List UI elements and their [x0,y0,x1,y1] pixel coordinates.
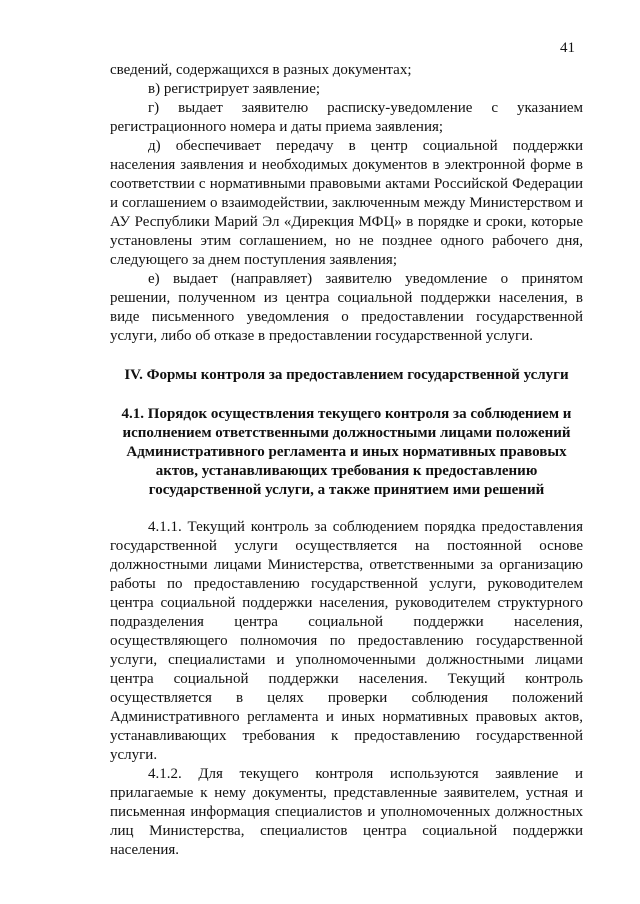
subsection-heading: 4.1. Порядок осуществления текущего контроля за соблюдением и исполнением ответственными должностными лицами положений Административного регламента и иных нормативных правовых актов, устанавливающих требования к предоставлению государственной услуги, а также принятием ими решений [121,406,572,498]
list-item-e: е) выдает (направляет) заявителю уведомление о принятом решении, полученном из центра социальной поддержки населения, в виде письменного уведомления о предоставлении государственной услуги, либо об отказе в предоставлении государственной услуги. [110,271,583,344]
list-item-g: г) выдает заявителю расписку-уведомление с указанием регистрационного номера и даты приема заявления; [110,100,583,135]
paragraph-4-1-2: 4.1.2. Для текущего контроля используются заявление и прилагаемые к нему документы, представленные заявителем, устная и письменная информация специалистов и уполномоченных должностных лиц Министерства, специалистов центра социальной поддержки населения. [110,766,583,858]
list-item-v: в) регистрирует заявление; [148,81,321,97]
section-heading: IV. Формы контроля за предоставлением государственной услуги [124,367,569,383]
list-item-d: д) обеспечивает передачу в центр социальной поддержки населения заявления и необходимых документов в электронной форме в соответствии с нормативными правовыми актами Российской Федерации и соглашением о взаимодействии, заключенным между Министерством и АУ Республики Марий Эл «Дирекция МФЦ» в порядке и сроки, которые установлены этим соглашением, но не позднее одного рабочего дня, следующего за днем поступления заявления; [110,138,583,268]
paragraph-continuation: сведений, содержащихся в разных документах; [110,62,412,78]
document-body [110,61,583,860]
page-number: 41 [560,40,575,56]
paragraph-4-1-1: 4.1.1. Текущий контроль за соблюдением порядка предоставления государственной услуги осуществляется на постоянной основе должностными лицами Министерства, ответственными за организацию работы по предоставлению государственной услуги, руководителем центра социальной поддержки населения, руководителем структурного подразделения центра социальной поддержки населения, осуществляющего полномочия по предоставлению государственной услуги, специалистами и уполномоченными должностными лицами центра социальной поддержки населения. Текущий контроль осуществляется в целях проверки соблюдения положений Административного регламента и иных нормативных правовых актов, устанавливающих требования к предоставлению государственной услуги. [110,519,583,763]
